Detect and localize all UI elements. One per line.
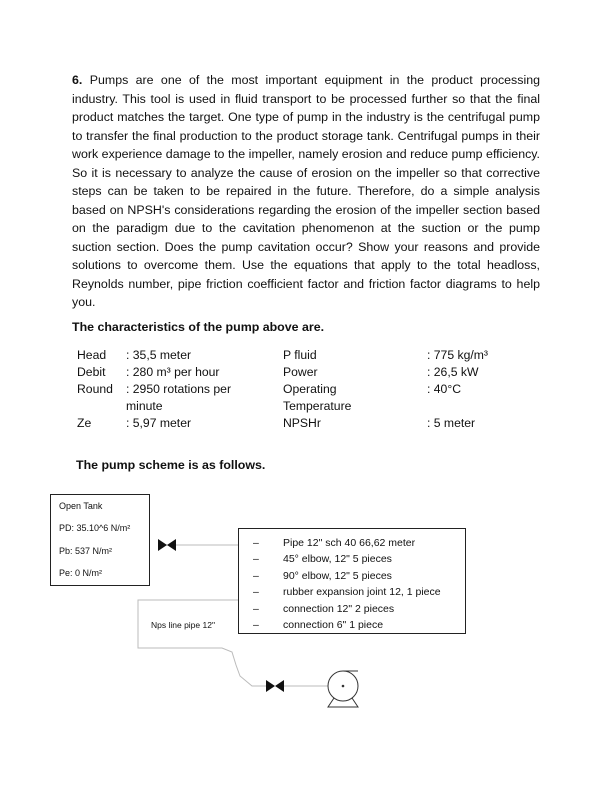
head-value: : 35,5 meter [126,348,192,362]
pump-icon [328,671,358,707]
component-text: connection 12" 2 pieces [283,602,395,615]
tank-pe: Pe: 0 N/m² [59,568,103,578]
list-bullet: – [253,602,259,615]
component-text: Pipe 12" sch 40 66,62 meter [283,537,416,549]
head-label: Head [77,348,107,362]
component-text: 45° elbow, 12" 5 pieces [283,553,392,566]
round-value-unit: minute [126,399,163,413]
round-value: : 2950 rotations per [126,382,232,396]
valve-icon [158,539,176,551]
list-bullet: – [253,537,259,549]
pfluid-value: : 775 kg/m³ [427,348,488,362]
npshr-label: NPSHr [283,416,321,430]
npshr-value: : 5 meter [427,416,476,430]
list-item [253,551,441,567]
optemp-label-line2: Temperature [283,399,352,413]
power-label: Power [283,365,318,379]
ze-label: Ze [77,416,92,430]
component-text: 90° elbow, 12" 5 pieces [283,569,392,582]
round-label: Round [77,382,113,396]
list-bullet: – [253,553,259,566]
ze-value: : 5,97 meter [126,416,192,430]
list-bullet: – [253,586,259,599]
characteristics-heading: The characteristics of the pump above are. [72,320,325,334]
pfluid-label: P fluid [283,348,317,362]
tank-pd: PD: 35.10^6 N/m² [59,523,131,533]
list-item [253,601,441,617]
list-bullet: – [253,569,259,582]
component-text: connection 6" 1 piece [283,619,384,632]
question-text: Pumps are one of the most important equipment in the product processing industry. This tool is used in fluid transport to be processed further so that the final product matches the target. One type of pump in the industry is the centrifugal pump to transfer the final production to the product storage tank. Centrifugal pumps in their work experience damage to the impeller, namely erosion and reduce pump efficiency. So it is necessary to analyze the cause of erosion on the impeller so that corrective steps can be taken to be repaired in the future. Therefore, do a simple analysis based on NPSH's considerations regarding the erosion of the impeller section based on the paradigm due to the cavitation phenomenon at the suction or the pump suction section. Does the pump cavitation occur? Show your reasons and provide solutions to overcome them. Use the equations that apply to the total headloss, Reynolds number, pipe friction coefficient factor and friction factor diagrams to help you. [72,73,540,309]
list-item [253,568,441,584]
list-item [253,535,441,551]
tank-pb: Pb: 537 N/m² [59,546,113,556]
debit-value: : 280 m³ per hour [126,365,220,379]
scheme-heading: The pump scheme is as follows. [76,458,266,472]
optemp-value: : 40°C [427,382,462,396]
list-bullet: – [253,619,259,632]
optemp-label: Operating [283,382,337,396]
component-text: rubber expansion joint 12, 1 piece [283,586,441,599]
open-tank-box [50,494,150,586]
list-item [253,584,441,600]
list-item [253,617,441,633]
valve-icon [266,680,284,692]
question-number: 6. [72,73,83,87]
debit-label: Debit [77,365,106,379]
components-box [238,528,466,634]
tank-title: Open Tank [59,501,103,511]
components-list [253,535,441,633]
power-value: : 26,5 kW [427,365,479,379]
nps-line-label: Nps line pipe 12" [151,620,215,630]
